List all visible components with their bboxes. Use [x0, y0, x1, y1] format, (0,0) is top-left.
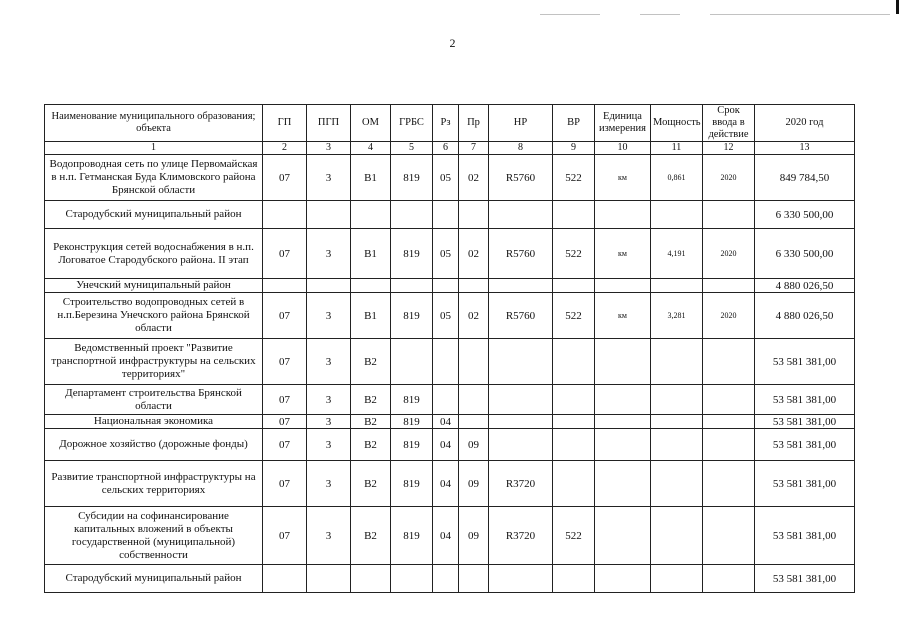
header-cell: Срок ввода в действие — [703, 105, 755, 142]
cell-pr — [459, 339, 489, 385]
cell-om: В1 — [351, 155, 391, 201]
cell-amount: 53 581 381,00 — [755, 461, 855, 507]
cell-gp: 07 — [263, 339, 307, 385]
cell-grbs: 819 — [391, 461, 433, 507]
cell-rz — [433, 201, 459, 229]
scan-noise — [640, 14, 680, 15]
cell-rz — [433, 385, 459, 415]
cell-gp — [263, 565, 307, 593]
cell-amount: 6 330 500,00 — [755, 201, 855, 229]
cell-gp: 07 — [263, 293, 307, 339]
cell-pr: 02 — [459, 155, 489, 201]
table-row — [45, 415, 855, 429]
cell-power — [651, 339, 703, 385]
cell-grbs: 819 — [391, 385, 433, 415]
cell-year — [703, 385, 755, 415]
row-name: Национальная экономика — [45, 415, 263, 429]
column-number: 12 — [703, 142, 755, 155]
cell-nr: R5760 — [489, 155, 553, 201]
cell-pgp: 3 — [307, 155, 351, 201]
cell-year: 2020 — [703, 229, 755, 279]
cell-amount: 849 784,50 — [755, 155, 855, 201]
cell-unit — [595, 385, 651, 415]
row-name: Ведомственный проект "Развитие транспортной инфраструктуры на сельских территориях" — [45, 339, 263, 385]
scan-noise — [540, 14, 600, 15]
cell-pgp: 3 — [307, 429, 351, 461]
row-name: Развитие транспортной инфраструктуры на сельских территориях — [45, 461, 263, 507]
cell-gp: 07 — [263, 429, 307, 461]
cell-power — [651, 415, 703, 429]
header-cell: ПГП — [307, 105, 351, 142]
cell-pgp — [307, 279, 351, 293]
cell-om: В2 — [351, 339, 391, 385]
cell-pgp: 3 — [307, 385, 351, 415]
cell-grbs — [391, 339, 433, 385]
cell-gp: 07 — [263, 155, 307, 201]
header-row — [45, 105, 855, 142]
column-number: 4 — [351, 142, 391, 155]
cell-gp: 07 — [263, 229, 307, 279]
cell-amount: 53 581 381,00 — [755, 339, 855, 385]
cell-year — [703, 429, 755, 461]
cell-grbs: 819 — [391, 155, 433, 201]
row-name: Дорожное хозяйство (дорожные фонды) — [45, 429, 263, 461]
row-name: Стародубский муниципальный район — [45, 565, 263, 593]
cell-vr: 522 — [553, 155, 595, 201]
row-name: Департамент строительства Брянской области — [45, 385, 263, 415]
cell-nr: R5760 — [489, 293, 553, 339]
row-name: Субсидии на софинансирование капитальных вложений в объекты государственной (муниципальной) собственности — [45, 507, 263, 565]
table-row — [45, 565, 855, 593]
cell-gp: 07 — [263, 507, 307, 565]
cell-pr — [459, 565, 489, 593]
cell-year — [703, 201, 755, 229]
header-cell: Единица измерения — [595, 105, 651, 142]
cell-grbs — [391, 565, 433, 593]
cell-year — [703, 507, 755, 565]
row-name: Стародубский муниципальный район — [45, 201, 263, 229]
cell-pgp — [307, 201, 351, 229]
cell-pr: 02 — [459, 229, 489, 279]
cell-nr — [489, 339, 553, 385]
header-cell: ВР — [553, 105, 595, 142]
header-cell: Мощность — [651, 105, 703, 142]
cell-power — [651, 201, 703, 229]
cell-om — [351, 565, 391, 593]
table-row — [45, 279, 855, 293]
cell-om — [351, 279, 391, 293]
cell-power — [651, 461, 703, 507]
cell-power — [651, 279, 703, 293]
cell-unit: км — [595, 155, 651, 201]
cell-vr — [553, 279, 595, 293]
cell-power — [651, 385, 703, 415]
cell-nr — [489, 565, 553, 593]
cell-unit: км — [595, 293, 651, 339]
scan-noise — [710, 14, 890, 15]
cell-power — [651, 507, 703, 565]
cell-nr — [489, 201, 553, 229]
cell-power: 3,281 — [651, 293, 703, 339]
cell-vr — [553, 201, 595, 229]
cell-unit — [595, 415, 651, 429]
header-cell: НР — [489, 105, 553, 142]
cell-nr — [489, 385, 553, 415]
cell-vr — [553, 429, 595, 461]
cell-rz — [433, 339, 459, 385]
column-number: 8 — [489, 142, 553, 155]
cell-nr: R3720 — [489, 507, 553, 565]
table-row — [45, 429, 855, 461]
cell-gp: 07 — [263, 461, 307, 507]
cell-amount: 53 581 381,00 — [755, 385, 855, 415]
cell-rz: 04 — [433, 461, 459, 507]
cell-pgp — [307, 565, 351, 593]
cell-pr — [459, 201, 489, 229]
cell-pgp: 3 — [307, 461, 351, 507]
cell-unit — [595, 461, 651, 507]
cell-amount: 53 581 381,00 — [755, 429, 855, 461]
cell-vr — [553, 461, 595, 507]
cell-year: 2020 — [703, 293, 755, 339]
cell-pr: 02 — [459, 293, 489, 339]
cell-amount: 53 581 381,00 — [755, 565, 855, 593]
header-cell: ОМ — [351, 105, 391, 142]
budget-table — [44, 104, 855, 593]
row-name: Реконструкция сетей водоснабжения в н.п. Логоватое Стародубского района. II этап — [45, 229, 263, 279]
table-row — [45, 201, 855, 229]
cell-pr — [459, 415, 489, 429]
cell-grbs: 819 — [391, 415, 433, 429]
cell-rz — [433, 279, 459, 293]
header-cell: ГП — [263, 105, 307, 142]
cell-rz: 05 — [433, 229, 459, 279]
cell-amount: 53 581 381,00 — [755, 415, 855, 429]
cell-power — [651, 565, 703, 593]
cell-gp — [263, 201, 307, 229]
cell-grbs: 819 — [391, 429, 433, 461]
cell-power: 0,861 — [651, 155, 703, 201]
header-cell: Пр — [459, 105, 489, 142]
cell-rz: 05 — [433, 155, 459, 201]
row-name: Унечский муниципальный район — [45, 279, 263, 293]
column-number: 6 — [433, 142, 459, 155]
cell-year: 2020 — [703, 155, 755, 201]
cell-pgp: 3 — [307, 415, 351, 429]
column-number: 13 — [755, 142, 855, 155]
cell-rz: 04 — [433, 429, 459, 461]
cell-amount: 4 880 026,50 — [755, 293, 855, 339]
cell-gp — [263, 279, 307, 293]
table-row — [45, 155, 855, 201]
cell-power — [651, 429, 703, 461]
cell-pgp: 3 — [307, 229, 351, 279]
cell-pgp: 3 — [307, 507, 351, 565]
cell-grbs: 819 — [391, 293, 433, 339]
header-cell: ГРБС — [391, 105, 433, 142]
cell-nr — [489, 415, 553, 429]
column-number: 11 — [651, 142, 703, 155]
cell-om: В1 — [351, 229, 391, 279]
column-number: 7 — [459, 142, 489, 155]
cell-pr — [459, 279, 489, 293]
cell-om: В2 — [351, 461, 391, 507]
cell-vr: 522 — [553, 229, 595, 279]
column-number: 10 — [595, 142, 651, 155]
cell-unit — [595, 279, 651, 293]
column-number: 5 — [391, 142, 433, 155]
cell-year — [703, 339, 755, 385]
cell-year — [703, 565, 755, 593]
header-cell: 2020 год — [755, 105, 855, 142]
cell-vr — [553, 385, 595, 415]
table-row — [45, 339, 855, 385]
cell-grbs: 819 — [391, 507, 433, 565]
cell-vr — [553, 565, 595, 593]
cell-unit — [595, 201, 651, 229]
cell-unit — [595, 339, 651, 385]
cell-om: В2 — [351, 429, 391, 461]
cell-year — [703, 461, 755, 507]
cell-nr — [489, 429, 553, 461]
cell-rz: 05 — [433, 293, 459, 339]
cell-year — [703, 279, 755, 293]
cell-unit — [595, 429, 651, 461]
cell-unit — [595, 507, 651, 565]
header-cell: Рз — [433, 105, 459, 142]
cell-nr — [489, 279, 553, 293]
cell-amount: 4 880 026,50 — [755, 279, 855, 293]
row-name: Строительство водопроводных сетей в н.п.Березина Унечского района Брянской области — [45, 293, 263, 339]
cell-pr — [459, 385, 489, 415]
column-number: 2 — [263, 142, 307, 155]
cell-pr: 09 — [459, 507, 489, 565]
scan-edge-mark — [896, 0, 899, 14]
table-row — [45, 385, 855, 415]
column-number: 3 — [307, 142, 351, 155]
cell-pr: 09 — [459, 461, 489, 507]
cell-pgp: 3 — [307, 339, 351, 385]
cell-rz: 04 — [433, 415, 459, 429]
cell-vr: 522 — [553, 293, 595, 339]
cell-pgp: 3 — [307, 293, 351, 339]
cell-unit — [595, 565, 651, 593]
row-name: Водопроводная сеть по улице Первомайская в н.п. Гетманская Буда Климовского района Брянской области — [45, 155, 263, 201]
cell-year — [703, 415, 755, 429]
cell-om: В1 — [351, 293, 391, 339]
cell-nr: R5760 — [489, 229, 553, 279]
table-row — [45, 507, 855, 565]
cell-grbs: 819 — [391, 229, 433, 279]
cell-grbs — [391, 201, 433, 229]
column-number: 1 — [45, 142, 263, 155]
page-number: 2 — [449, 36, 456, 50]
table-row — [45, 293, 855, 339]
cell-nr: R3720 — [489, 461, 553, 507]
column-number: 9 — [553, 142, 595, 155]
cell-vr: 522 — [553, 507, 595, 565]
cell-om: В2 — [351, 507, 391, 565]
cell-gp: 07 — [263, 385, 307, 415]
cell-rz — [433, 565, 459, 593]
cell-vr — [553, 415, 595, 429]
table-row — [45, 229, 855, 279]
cell-amount: 6 330 500,00 — [755, 229, 855, 279]
header-cell: Наименование муниципального образования; объекта — [45, 105, 263, 142]
cell-power: 4,191 — [651, 229, 703, 279]
cell-amount: 53 581 381,00 — [755, 507, 855, 565]
cell-gp: 07 — [263, 415, 307, 429]
cell-om: В2 — [351, 415, 391, 429]
cell-rz: 04 — [433, 507, 459, 565]
cell-pr: 09 — [459, 429, 489, 461]
cell-grbs — [391, 279, 433, 293]
table-row — [45, 461, 855, 507]
cell-vr — [553, 339, 595, 385]
cell-unit: км — [595, 229, 651, 279]
cell-om — [351, 201, 391, 229]
column-number-row — [45, 142, 855, 155]
cell-om: В2 — [351, 385, 391, 415]
